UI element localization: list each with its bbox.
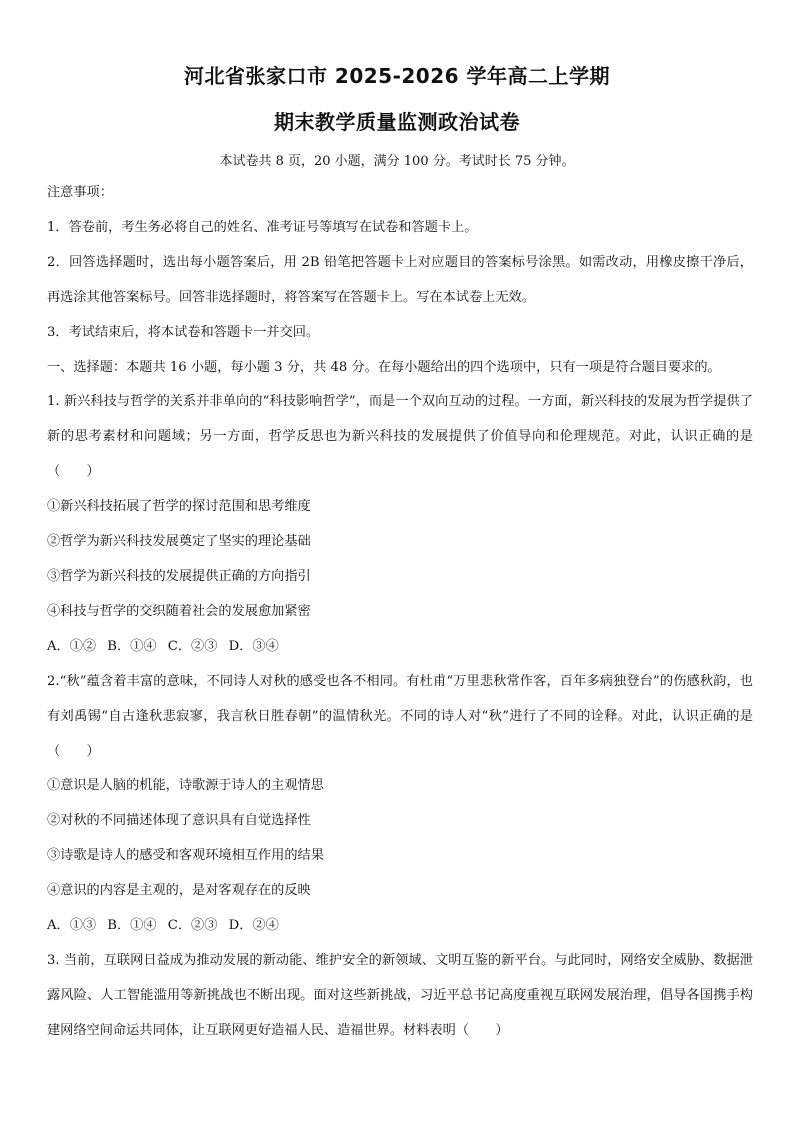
question-1-option-b: B．①④ bbox=[107, 638, 157, 654]
question-1-statement-1: ①新兴科技拓展了哲学的探讨范围和思考维度 bbox=[47, 499, 311, 515]
section1-heading: 一、选择题：本题共 16 小题，每小题 3 分，共 48 分。在每小题给出的四个选项中，只有一项是符合题目要求的。 bbox=[47, 359, 721, 375]
question-2-statement-3: ③诗歌是诗人的感受和客观环境相互作用的结果 bbox=[47, 848, 324, 864]
question-1-option-d: D．③④ bbox=[228, 638, 279, 654]
exam-body bbox=[47, 176, 753, 1049]
question-2-option-d: D．②④ bbox=[228, 918, 279, 934]
question-2-stem: 2.“秋”蕴含着丰富的意味，不同诗人对秋的感受也各不相同。有杜甫“万里悲秋常作客，百年多病独登台”的伤感秋韵，也有刘禹锡“自古逢秋悲寂寥，我言秋日胜春朝”的温情秋光。不同的诗人对“秋”进行了不同的诠释。对此，认识正确的是（ ） bbox=[47, 673, 753, 759]
notes-heading: 注意事项： bbox=[47, 185, 113, 200]
question-2-option-b: B．①④ bbox=[107, 918, 157, 934]
question-1-options bbox=[47, 630, 753, 665]
question-3-stem: 3. 当前，互联网日益成为推动发展的新动能、维护安全的新领域、文明互鉴的新平台。与此同时，网络安全威胁、数据泄露风险、人工智能滥用等新挑战也不断出现。面对这些新挑战，习近平总书记高度重视互联网发展治理，倡导各国携手构建网络空间命运共同体，让互联网更好造福人民、造福世界。材料表明（ ） bbox=[47, 952, 753, 1038]
question-2-option-c: C．②③ bbox=[167, 918, 218, 934]
question-1-option-c: C．②③ bbox=[167, 638, 218, 654]
question-2-option-a: A．①③ bbox=[47, 918, 97, 934]
notes-item-2: 2．回答选择题时，选出每小题答案后，用 2B 铅笔把答题卡上对应题目的答案标号涂黑。如需改动，用橡皮擦干净后，再选涂其他答案标号。回答非选择题时，将答案写在答题卡上。写在本试卷上无效。 bbox=[47, 254, 753, 305]
exam-info: 本试卷共 8 页，20 小题，满分 100 分。考试时长 75 分钟。 bbox=[219, 154, 575, 169]
exam-title-line1: 河北省张家口市 2025-2026 学年高二上学期 bbox=[183, 64, 611, 88]
question-1-stem: 1. 新兴科技与哲学的关系并非单向的“科技影响哲学”，而是一个双向互动的过程。一方面，新兴科技的发展为哲学提供了新的思考素材和问题域；另一方面，哲学反思也为新兴科技的发展提供了价值导向和伦理规范。对此，认识正确的是（ ） bbox=[47, 394, 753, 480]
question-1-statement-3: ③哲学为新兴科技的发展提供正确的方向指引 bbox=[47, 568, 311, 584]
notes-item-1: 1．答卷前，考生务必将自己的姓名、准考证号等填写在试卷和答题卡上。 bbox=[47, 219, 478, 235]
question-1-option-a: A．①② bbox=[47, 638, 97, 654]
question-2-statement-1: ①意识是人脑的机能，诗歌源于诗人的主观情思 bbox=[47, 778, 324, 794]
question-2-options bbox=[47, 909, 753, 944]
notes-item-3: 3．考试结束后，将本试卷和答题卡一并交回。 bbox=[47, 324, 320, 340]
question-2-statement-2: ②对秋的不同描述体现了意识具有自觉选择性 bbox=[47, 813, 311, 829]
question-1-statement-4: ④科技与哲学的交织随着社会的发展愈加紧密 bbox=[47, 603, 311, 619]
question-2-statement-4: ④意识的内容是主观的，是对客观存在的反映 bbox=[47, 883, 311, 899]
exam-title-line2: 期末教学质量监测政治试卷 bbox=[274, 110, 520, 134]
question-1-statement-2: ②哲学为新兴科技发展奠定了坚实的理论基础 bbox=[47, 534, 311, 550]
